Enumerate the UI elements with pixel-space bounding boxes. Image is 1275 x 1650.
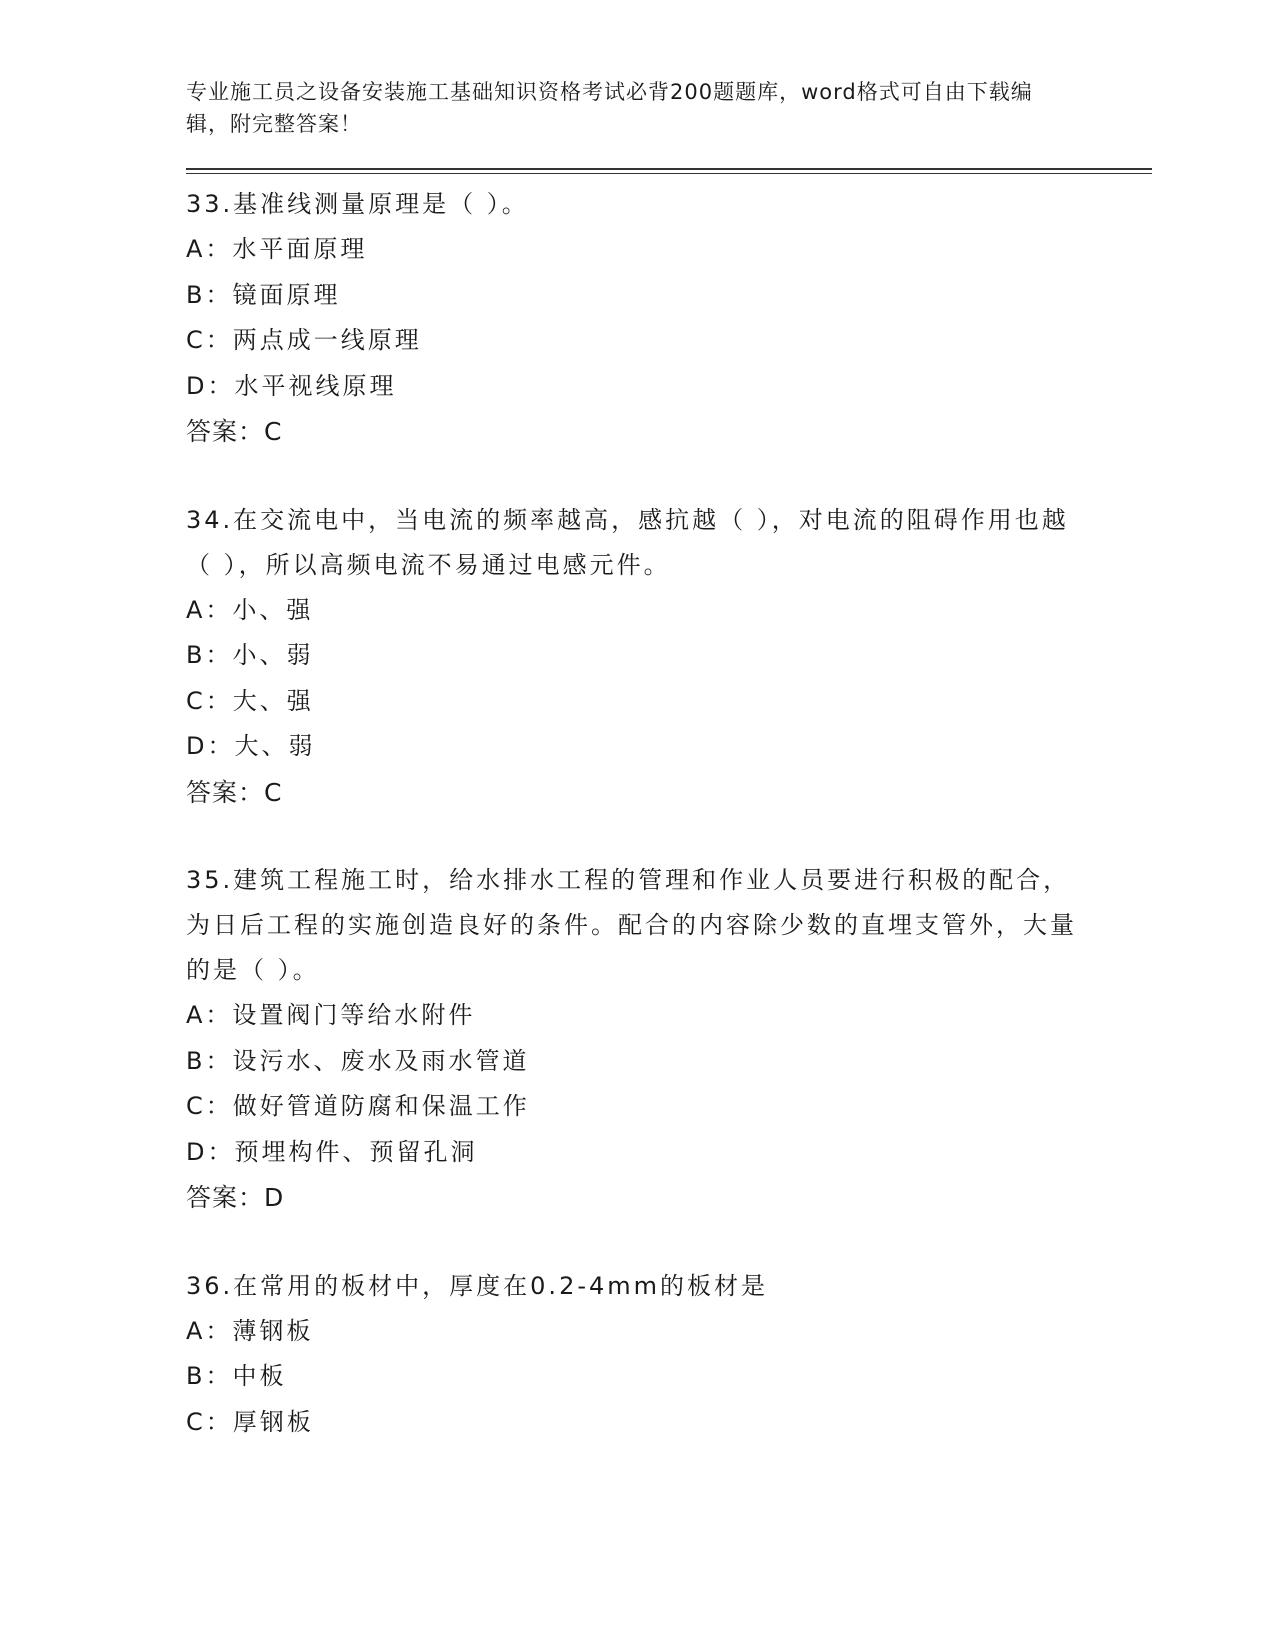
question-stem: 35.建筑工程施工时，给水排水工程的管理和作业人员要进行积极的配合，为日后工程的实施创造良好的条件。配合的内容除少数的直埋支管外，大量的是（ ）。 xyxy=(186,866,1077,984)
option-a: A：小、强 xyxy=(186,595,314,624)
document-page xyxy=(186,76,1152,1488)
option-b: B：镜面原理 xyxy=(186,280,341,309)
option-a: A：水平面原理 xyxy=(186,235,368,263)
option-d: D：预埋构件、预留孔洞 xyxy=(186,1137,478,1166)
question-36 xyxy=(186,1264,1152,1446)
answer: 答案：C xyxy=(186,417,283,446)
option-c: C：两点成一线原理 xyxy=(186,326,422,354)
option-d: D：水平视线原理 xyxy=(186,371,397,400)
answer: 答案：D xyxy=(186,1183,285,1212)
question-stem: 36.在常用的板材中，厚度在0.2-4mm的板材是 xyxy=(186,1271,769,1300)
option-c: C：厚钢板 xyxy=(186,1407,314,1436)
option-a: A：薄钢板 xyxy=(186,1316,314,1345)
option-a: A：设置阀门等给水附件 xyxy=(186,1001,476,1029)
question-stem: 34.在交流电中，当电流的频率越高，感抗越（ ），对电流的阻碍作用也越（ ），所以高频电流不易通过电感元件。 xyxy=(186,505,1069,579)
option-c: C：大、强 xyxy=(186,686,314,715)
question-35 xyxy=(186,858,1152,1221)
question-stem: 33.基准线测量原理是（ ）。 xyxy=(186,190,529,218)
option-b: B：小、弱 xyxy=(186,641,314,669)
option-b: B：中板 xyxy=(186,1362,287,1390)
answer: 答案：C xyxy=(186,777,283,807)
header-divider xyxy=(186,168,1152,174)
question-34 xyxy=(186,498,1152,816)
document-header: 专业施工员之设备安装施工基础知识资格考试必背200题题库，word格式可自由下载编辑，附完整答案！ xyxy=(186,80,1033,136)
question-list xyxy=(186,182,1152,1445)
option-b: B：设污水、废水及雨水管道 xyxy=(186,1046,530,1075)
question-33 xyxy=(186,182,1152,455)
option-d: D：大、弱 xyxy=(186,732,316,760)
option-c: C：做好管道防腐和保温工作 xyxy=(186,1092,530,1120)
